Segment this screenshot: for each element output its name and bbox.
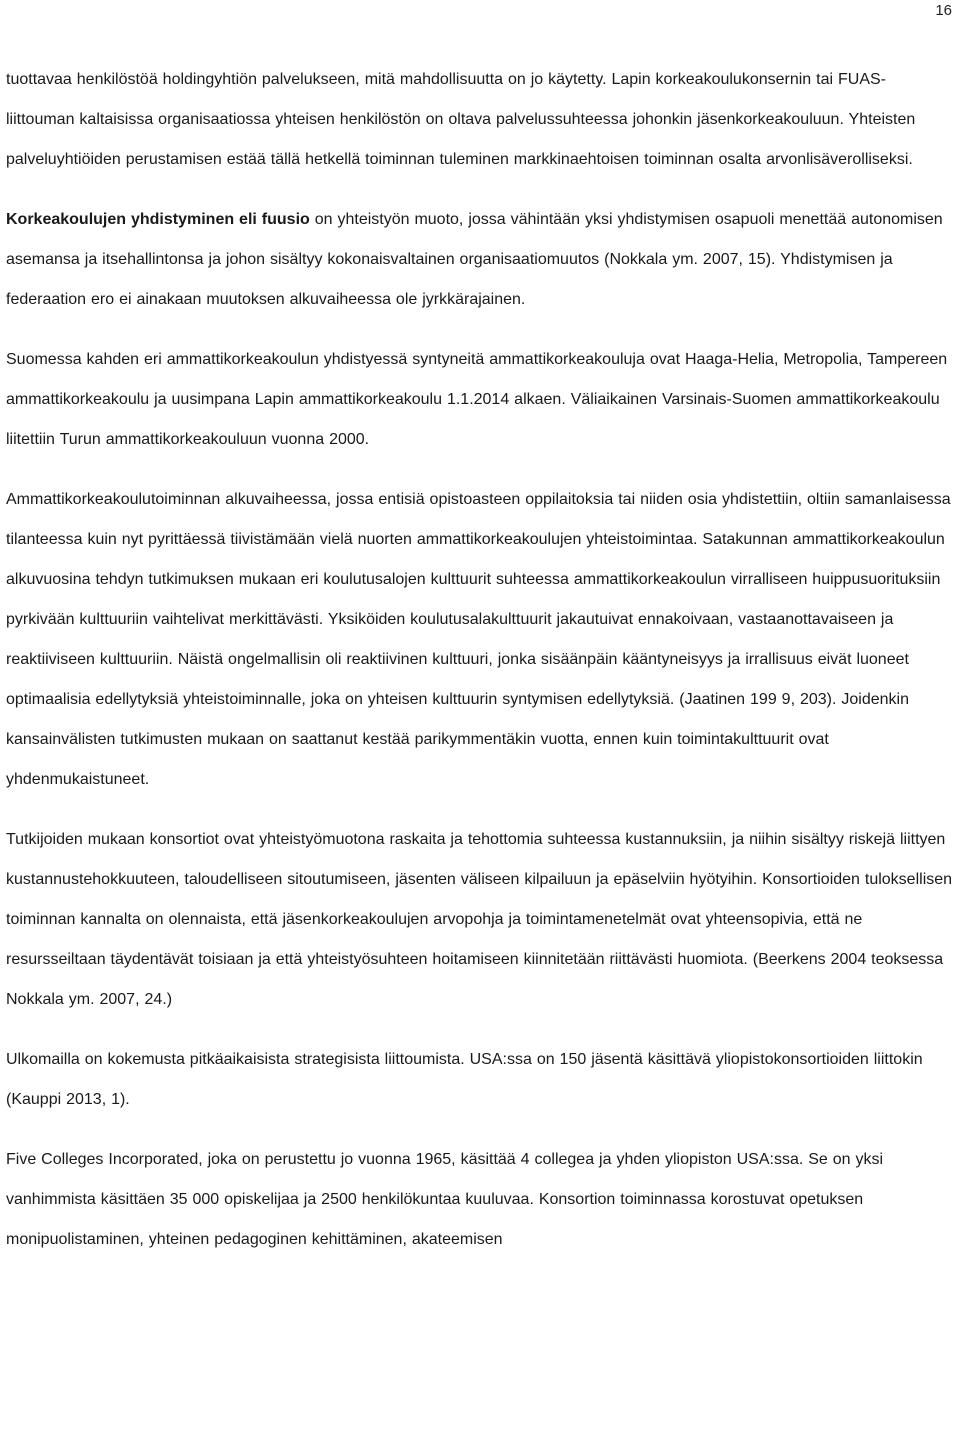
term-merger: Korkeakoulujen yhdistyminen eli fuusio (6, 211, 310, 228)
paragraph-merger-definition (6, 200, 954, 320)
paragraph-text: tuottavaa henkilöstöä holdingyhtiön palvelukseen, mitä mahdollisuutta on jo käytetty. Lapin korkeakoulukonsernin tai FUAS-liittouman kaltaisissa organisaatiossa yhteisen henkilöstön on oltava palvelussuhteessa johonkin jäsenkorkeakouluun. Yhteisten palveluyhtiöiden perustamisen estää tällä hetkellä toiminnan tuleminen markkinaehtoisen toiminnan osalta arvonlisäverolliseksi. (6, 71, 916, 168)
paragraph-five-colleges (6, 1140, 954, 1260)
paragraph-text: Ulkomailla on kokemusta pitkäaikaisista strategisista liittoumista. USA:ssa on 150 jäsentä käsittävä yliopistokonsortioiden liittokin (Kauppi 2013, 1). (6, 1051, 923, 1108)
paragraph-text: Suomessa kahden eri ammattikorkeakoulun yhdistyessä syntyneitä ammattikorkeakouluja ovat Haaga-Helia, Metropolia, Tampereen ammattikorkeakoulu ja uusimpana Lapin ammattikorkeakoulu 1.1.2014 alkaen. Väliaikainen Varsinais-Suomen ammattikorkeakoulu liitettiin Turun ammattikorkeakouluun vuonna 2000. (6, 351, 948, 448)
paragraph-text: Five Colleges Incorporated, joka on perustettu jo vuonna 1965, käsittää 4 collegea ja yhden yliopiston USA:ssa. Se on yksi vanhimmista käsittäen 35 000 opiskelijaa ja 2500 henkilökuntaa kuuluvaa. Konsortion toiminnassa korostuvat opetuksen monipuolistaminen, yhteinen pedagoginen kehittäminen, akateemisen (6, 1151, 884, 1248)
page-number: 16 (935, 2, 952, 19)
paragraph-text: on yhteistyön muoto, jossa vähintään yksi yhdistymisen osapuoli menettää autonomisen asemansa ja itsehallintonsa ja johon sisältyy kokonaisvaltainen organisaatiomuutos (Nokkala ym. 2007, 15). Yhdistymisen ja federaation ero ei ainakaan muutoksen alkuvaiheessa ole jyrkkärajainen. (6, 211, 943, 308)
paragraph-early-phase (6, 480, 954, 800)
paragraph-text: Tutkijoiden mukaan konsortiot ovat yhteistyömuotona raskaita ja tehottomia suhteessa kustannuksiin, ja niihin sisältyy riskejä liittyen kustannustehokkuuteen, taloudelliseen sitoutumiseen, jäsenten väliseen kilpailuun ja epäselviin hyötyihin. Konsortioiden tuloksellisen toiminnan kannalta on olennaista, että jäsenkorkeakoulujen arvopohja ja toimintamenetelmät ovat yhteensopivia, että ne resursseiltaan täydentävät toisiaan ja että yhteistyösuhteen hoitamiseen kiinnitetään riittävästi huomiota. (Beerkens 2004 teoksessa Nokkala ym. 2007, 24.) (6, 831, 953, 1008)
paragraph-consortia-research (6, 820, 954, 1020)
paragraph-finnish-mergers (6, 340, 954, 460)
document-body (6, 60, 954, 1260)
paragraph-text: Ammattikorkeakoulutoiminnan alkuvaiheessa, jossa entisiä opistoasteen oppilaitoksia tai niiden osia yhdistettiin, oltiin samanlaisessa tilanteessa kuin nyt pyrittäessä tiivistämään vielä nuorten ammattikorkeakoulujen yhteistoimintaa. Satakunnan ammattikorkeakoulun alkuvuosina tehdyn tutkimuksen mukaan eri koulutusalojen kulttuurit suhteessa ammattikorkeakoulun virralliseen huippusuorituksiin pyrkivään kulttuuriin vaihtelivat merkittävästi. Yksiköiden koulutusalakulttuurit jakautuivat ennakoivaan, vastaanottavaiseen ja reaktiiviseen kulttuuriin. Näistä ongelmallisin oli reaktiivinen kulttuuri, jonka sisäänpäin kääntyneisyys ja irrallisuus eivät luoneet optimaalisia edellytyksiä yhteistoiminnalle, joka on yhteisen kulttuurin syntymisen edellytyksiä. (Jaatinen 199 9, 203). Joidenkin kansainvälisten tutkimusten mukaan on saattanut kestää parikymmentäkin vuotta, ennen kuin toimintakulttuurit ovat yhdenmukaistuneet. (6, 491, 951, 788)
paragraph-international-alliances (6, 1040, 954, 1120)
paragraph-holding-staff (6, 60, 954, 180)
